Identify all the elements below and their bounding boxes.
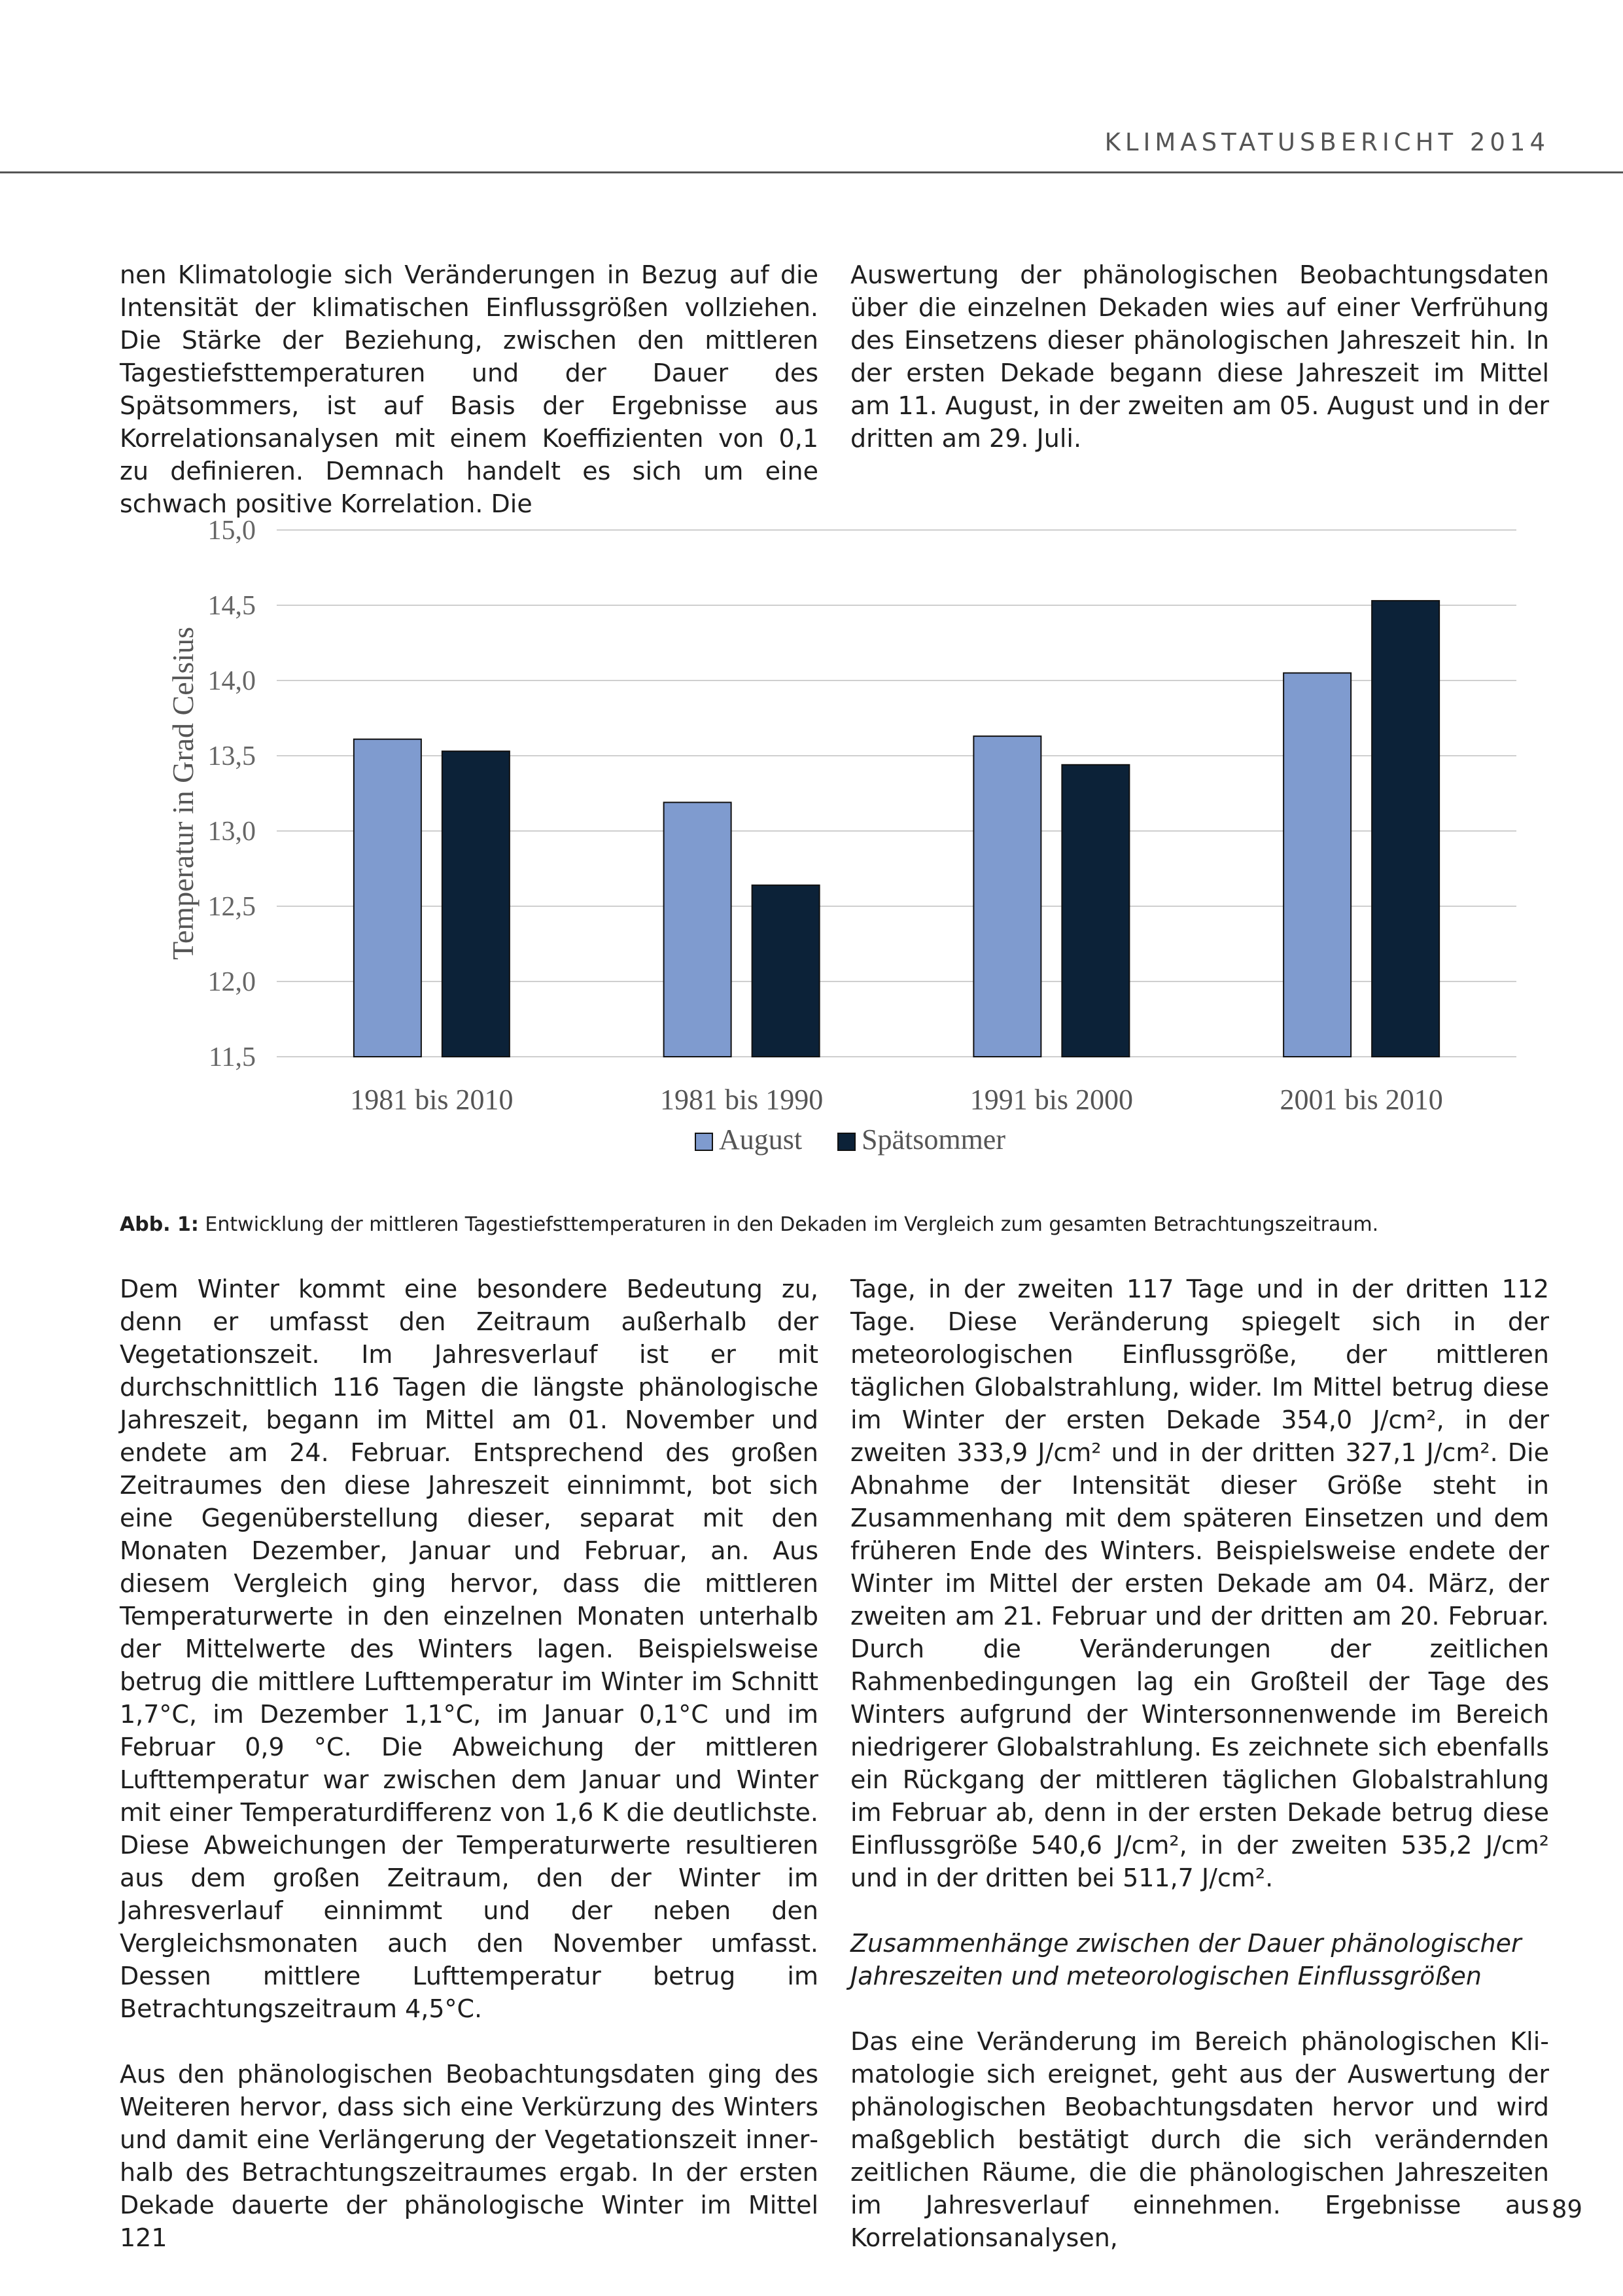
bar-sptsommer	[752, 885, 820, 1057]
bar-august	[664, 802, 731, 1057]
section-heading: Zusammenhänge zwischen der Dauer phänologischer Jahreszeiten und meteorologischen Einflussgrößen	[850, 1929, 1522, 1990]
paragraph: Dem Winter kommt eine besondere Bedeutung zu, denn er umfasst den Zeitraum außerhalb der Vegetationszeit. Im Jahresverlauf ist er mit durchschnittlich 116 Tagen die längste phänologische Jahreszeit, begann im Mittel am 01. November und endete am 24. Februar. Entsprechend des großen Zeitraumes den diese Jahreszeit einnimmt, bot sich eine Gegenüberstellung dieser, separat mit den Monaten Dezember, Januar und Februar, an. Aus diesem Vergleich ging hervor, dass die mittleren Temperaturwerte in den einzelnen Monaten unterhalb der Mittelwerte des Winters lagen. Beispielsweise betrug die mittlere Lufttemperatur im Winter im Schnitt 1,7°C, im Dezember 1,1°C, im Januar 0,1°C und im Februar 0,9 °C. Die Abweichung der mittleren Lufttemperatur war zwischen dem Januar und Winter mit einer Temperaturdifferenz von 1,6 K die deutlichste. Diese Abweichungen der Temperaturwerte resultieren aus dem großen Zeitraum, den der Winter im Jahresverlauf einnimmt und der neben den Vergleichsmonaten auch den November umfasst. Dessen mittlere Lufttemperatur betrug im Betrachtungszeitraum 4,5°C.	[120, 1275, 818, 2023]
x-tick-label: 1991 bis 2000	[969, 1084, 1134, 1116]
y-tick-label: 12,0	[207, 967, 256, 997]
figure-caption	[120, 1212, 1549, 1238]
y-tick-label: 14,0	[207, 666, 256, 696]
caption-text: Entwicklung der mittleren Tagestiefsttemperaturen in den Dekaden im Vergleich zum gesamten Betrachtungszeitraum.	[198, 1213, 1379, 1236]
y-tick-label: 13,5	[207, 741, 256, 771]
legend-swatch	[695, 1133, 712, 1150]
legend-label: August	[719, 1123, 803, 1156]
legend-label: Spätsommer	[862, 1123, 1005, 1156]
page-number: 89	[1551, 2195, 1582, 2223]
y-tick-label: 13,0	[207, 817, 256, 847]
y-tick-label: 14,5	[207, 591, 256, 621]
paragraph: Auswertung der phänologischen Beobachtungsdaten über die einzelnen Dekaden wies auf einer Verfrühung des Einsetzens dieser phänologischen Jahreszeit hin. In der ersten Dekade begann diese Jahreszeit im Mittel am 11. August, in der zweiten am 05. August und in der dritten am 29. Juli.	[850, 260, 1549, 453]
paragraph: nen Klimatologie sich Veränderungen in Bezug auf die Intensität der klimatischen Einflussgrößen vollziehen. Die Stärke der Beziehung, zwischen den mittleren Tagestiefsttemperaturen und der Dauer des Spätsommers, ist auf Basis der Ergebnisse aus Korrelationsanalysen mit einem Koeffizienten von 0,1 zu definieren. Demnach handelt es sich um eine schwach positive Korrelation. Die	[120, 260, 818, 518]
top-right-column	[850, 258, 1549, 455]
bottom-right-column	[850, 1273, 1549, 2254]
y-tick-label: 12,5	[207, 892, 256, 922]
paragraph: Tage, in der zweiten 117 Tage und in der dritten 112 Tage. Diese Veränderung spiegelt sich in der meteorologischen Einflussgröße, der mittleren täglichen Globalstrahlung, wider. Im Mittel betrug diese im Winter der ersten Dekade 354,0 J/cm², in der zweiten 333,9 J/cm² und in der dritten 327,1 J/cm². Die Abnahme der Intensität dieser Größe steht in Zusammenhang mit dem späteren Einsetzen und dem früheren Ende des Winters. Beispielsweise endete der Winter im Mittel der ersten Dekade am 04. März, der zweiten am 21. Februar und der dritten am 20. Februar. Durch die Veränderungen der zeitlichen Rahmenbedingungen lag ein Großteil der Tage des Winters aufgrund der Wintersonnenwende im Bereich niedrigerer Globalstrahlung. Es zeichnete sich ebenfalls ein Rückgang der mittleren täglichen Globalstrahlung im Februar ab, denn in der ersten Dekade betrug diese Einflussgröße 540,6 J/cm², in der zweiten 535,2 J/cm² und in der dritten bei 511,7 J/cm².	[850, 1275, 1549, 1892]
bar-sptsommer	[1372, 601, 1439, 1057]
paragraph: Das eine Veränderung im Bereich phänologischen Klimatologie sich ereignet, geht aus der Auswertung der phänologischen Beobachtungsdaten hervor und wird maßgeblich bestätigt durch die sich verändernden zeitlichen Räume, die die phänologischen Jahreszeiten im Jahresverlauf einnehmen. Ergebnisse aus Korrelationsanalysen,	[850, 2027, 1549, 2252]
y-tick-label: 15,0	[207, 516, 256, 546]
bar-sptsommer	[442, 751, 510, 1057]
top-left-column	[120, 258, 818, 520]
bar-chart	[120, 497, 1549, 1184]
figure-chart	[120, 497, 1549, 1184]
y-axis-label: Temperatur in Grad Celsius	[166, 626, 200, 961]
bar-august	[973, 736, 1041, 1057]
bar-sptsommer	[1062, 765, 1129, 1057]
bar-august	[1283, 673, 1351, 1057]
x-tick-label: 1981 bis 1990	[659, 1084, 824, 1116]
bottom-left-column	[120, 1273, 818, 2254]
bar-august	[354, 739, 421, 1057]
y-tick-label: 11,5	[209, 1042, 256, 1072]
legend-swatch	[838, 1133, 855, 1150]
caption-label: Abb. 1:	[120, 1213, 199, 1236]
running-head: KLIMASTATUSBERICHT 2014	[1104, 128, 1550, 156]
paragraph: Aus den phänologischen Beobachtungsdaten ging des Weiteren hervor, dass sich eine Verkürzung des Winters und damit eine Verlängerung der Vegetationszeit innerhalb des Betrachtungszeitraumes ergab. In der ersten Dekade dauerte der phänologische Winter im Mittel 121	[120, 2060, 818, 2252]
x-tick-label: 2001 bis 2010	[1280, 1084, 1443, 1116]
header-rule	[0, 171, 1623, 173]
x-tick-label: 1981 bis 2010	[350, 1084, 514, 1116]
